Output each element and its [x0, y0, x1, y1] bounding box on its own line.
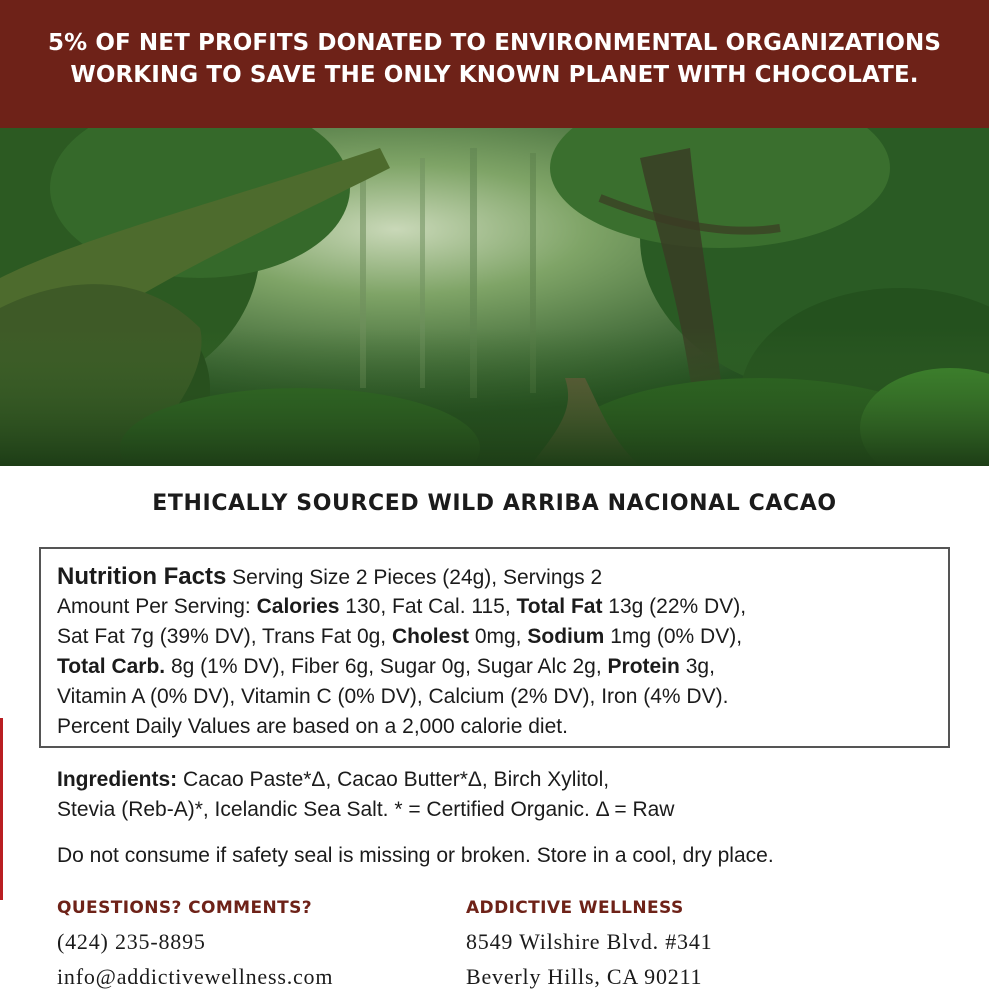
serving-size: Serving Size 2 Pieces (24g), Servings 2 — [226, 566, 603, 589]
total-fat-label: Total Fat — [516, 595, 603, 618]
total-carb-value: 8g (1% DV), Fiber 6g, Sugar 0g, Sugar Alc 2g, — [165, 655, 608, 678]
sat-fat-value: Sat Fat 7g (39% DV), Trans Fat 0g, — [57, 625, 392, 648]
ingredients-text-1: Cacao Paste*Δ, Cacao Butter*Δ, Birch Xylitol, — [177, 768, 610, 791]
ingredients-line-2: Stevia (Reb-A)*, Icelandic Sea Salt. * = Certified Organic. Δ = Raw — [57, 798, 675, 821]
calories-value: 130, Fat Cal. 115, — [339, 595, 517, 618]
protein-value: 3g, — [679, 655, 715, 678]
banner-line-1: 5% OF NET PROFITS DONATED TO ENVIRONMENTAL ORGANIZATIONS — [48, 30, 941, 56]
mission-banner — [0, 0, 989, 128]
questions-heading: QUESTIONS? COMMENTS? — [57, 898, 313, 918]
address-line-2: Beverly Hills, CA 90211 — [466, 964, 703, 989]
cholest-label: Cholest — [391, 625, 469, 648]
product-subtitle: ETHICALLY SOURCED WILD ARRIBA NACIONAL CACAO — [152, 491, 837, 516]
protein-label: Protein — [607, 655, 680, 678]
sodium-value: 1mg (0% DV), — [604, 625, 743, 648]
cholest-value: 0mg, — [469, 625, 528, 648]
ingredients-label: Ingredients: — [57, 768, 178, 791]
ingredients-line-1 — [57, 767, 609, 793]
nutrition-line-4 — [57, 654, 715, 680]
nutrition-vitamins: Vitamin A (0% DV), Vitamin C (0% DV), Calcium (2% DV), Iron (4% DV). — [57, 685, 729, 708]
amount-per-serving-label: Amount Per Serving: — [57, 595, 257, 618]
nutrition-line-2 — [57, 594, 746, 620]
nutrition-footnote: Percent Daily Values are based on a 2,000 calorie diet. — [57, 715, 568, 738]
rainforest-image — [0, 128, 989, 466]
banner-line-2: WORKING TO SAVE THE ONLY KNOWN PLANET WITH CHOCOLATE. — [70, 62, 919, 88]
address-line-1: 8549 Wilshire Blvd. #341 — [466, 929, 713, 954]
phone-number[interactable]: (424) 235-8895 — [57, 929, 206, 954]
company-heading: ADDICTIVE WELLNESS — [466, 898, 684, 918]
storage-warning: Do not consume if safety seal is missing or broken. Store in a cool, dry place. — [57, 844, 774, 867]
email-address[interactable]: info@addictivewellness.com — [57, 964, 334, 989]
nutrition-title: Nutrition Facts — [57, 563, 227, 590]
sodium-label: Sodium — [527, 625, 605, 648]
total-carb-label: Total Carb. — [57, 655, 166, 678]
calories-label: Calories — [256, 595, 340, 618]
nutrition-line-3 — [57, 624, 742, 650]
nutrition-line-1 — [57, 564, 602, 591]
left-edge-accent — [0, 718, 3, 900]
total-fat-value: 13g (22% DV), — [602, 595, 747, 618]
